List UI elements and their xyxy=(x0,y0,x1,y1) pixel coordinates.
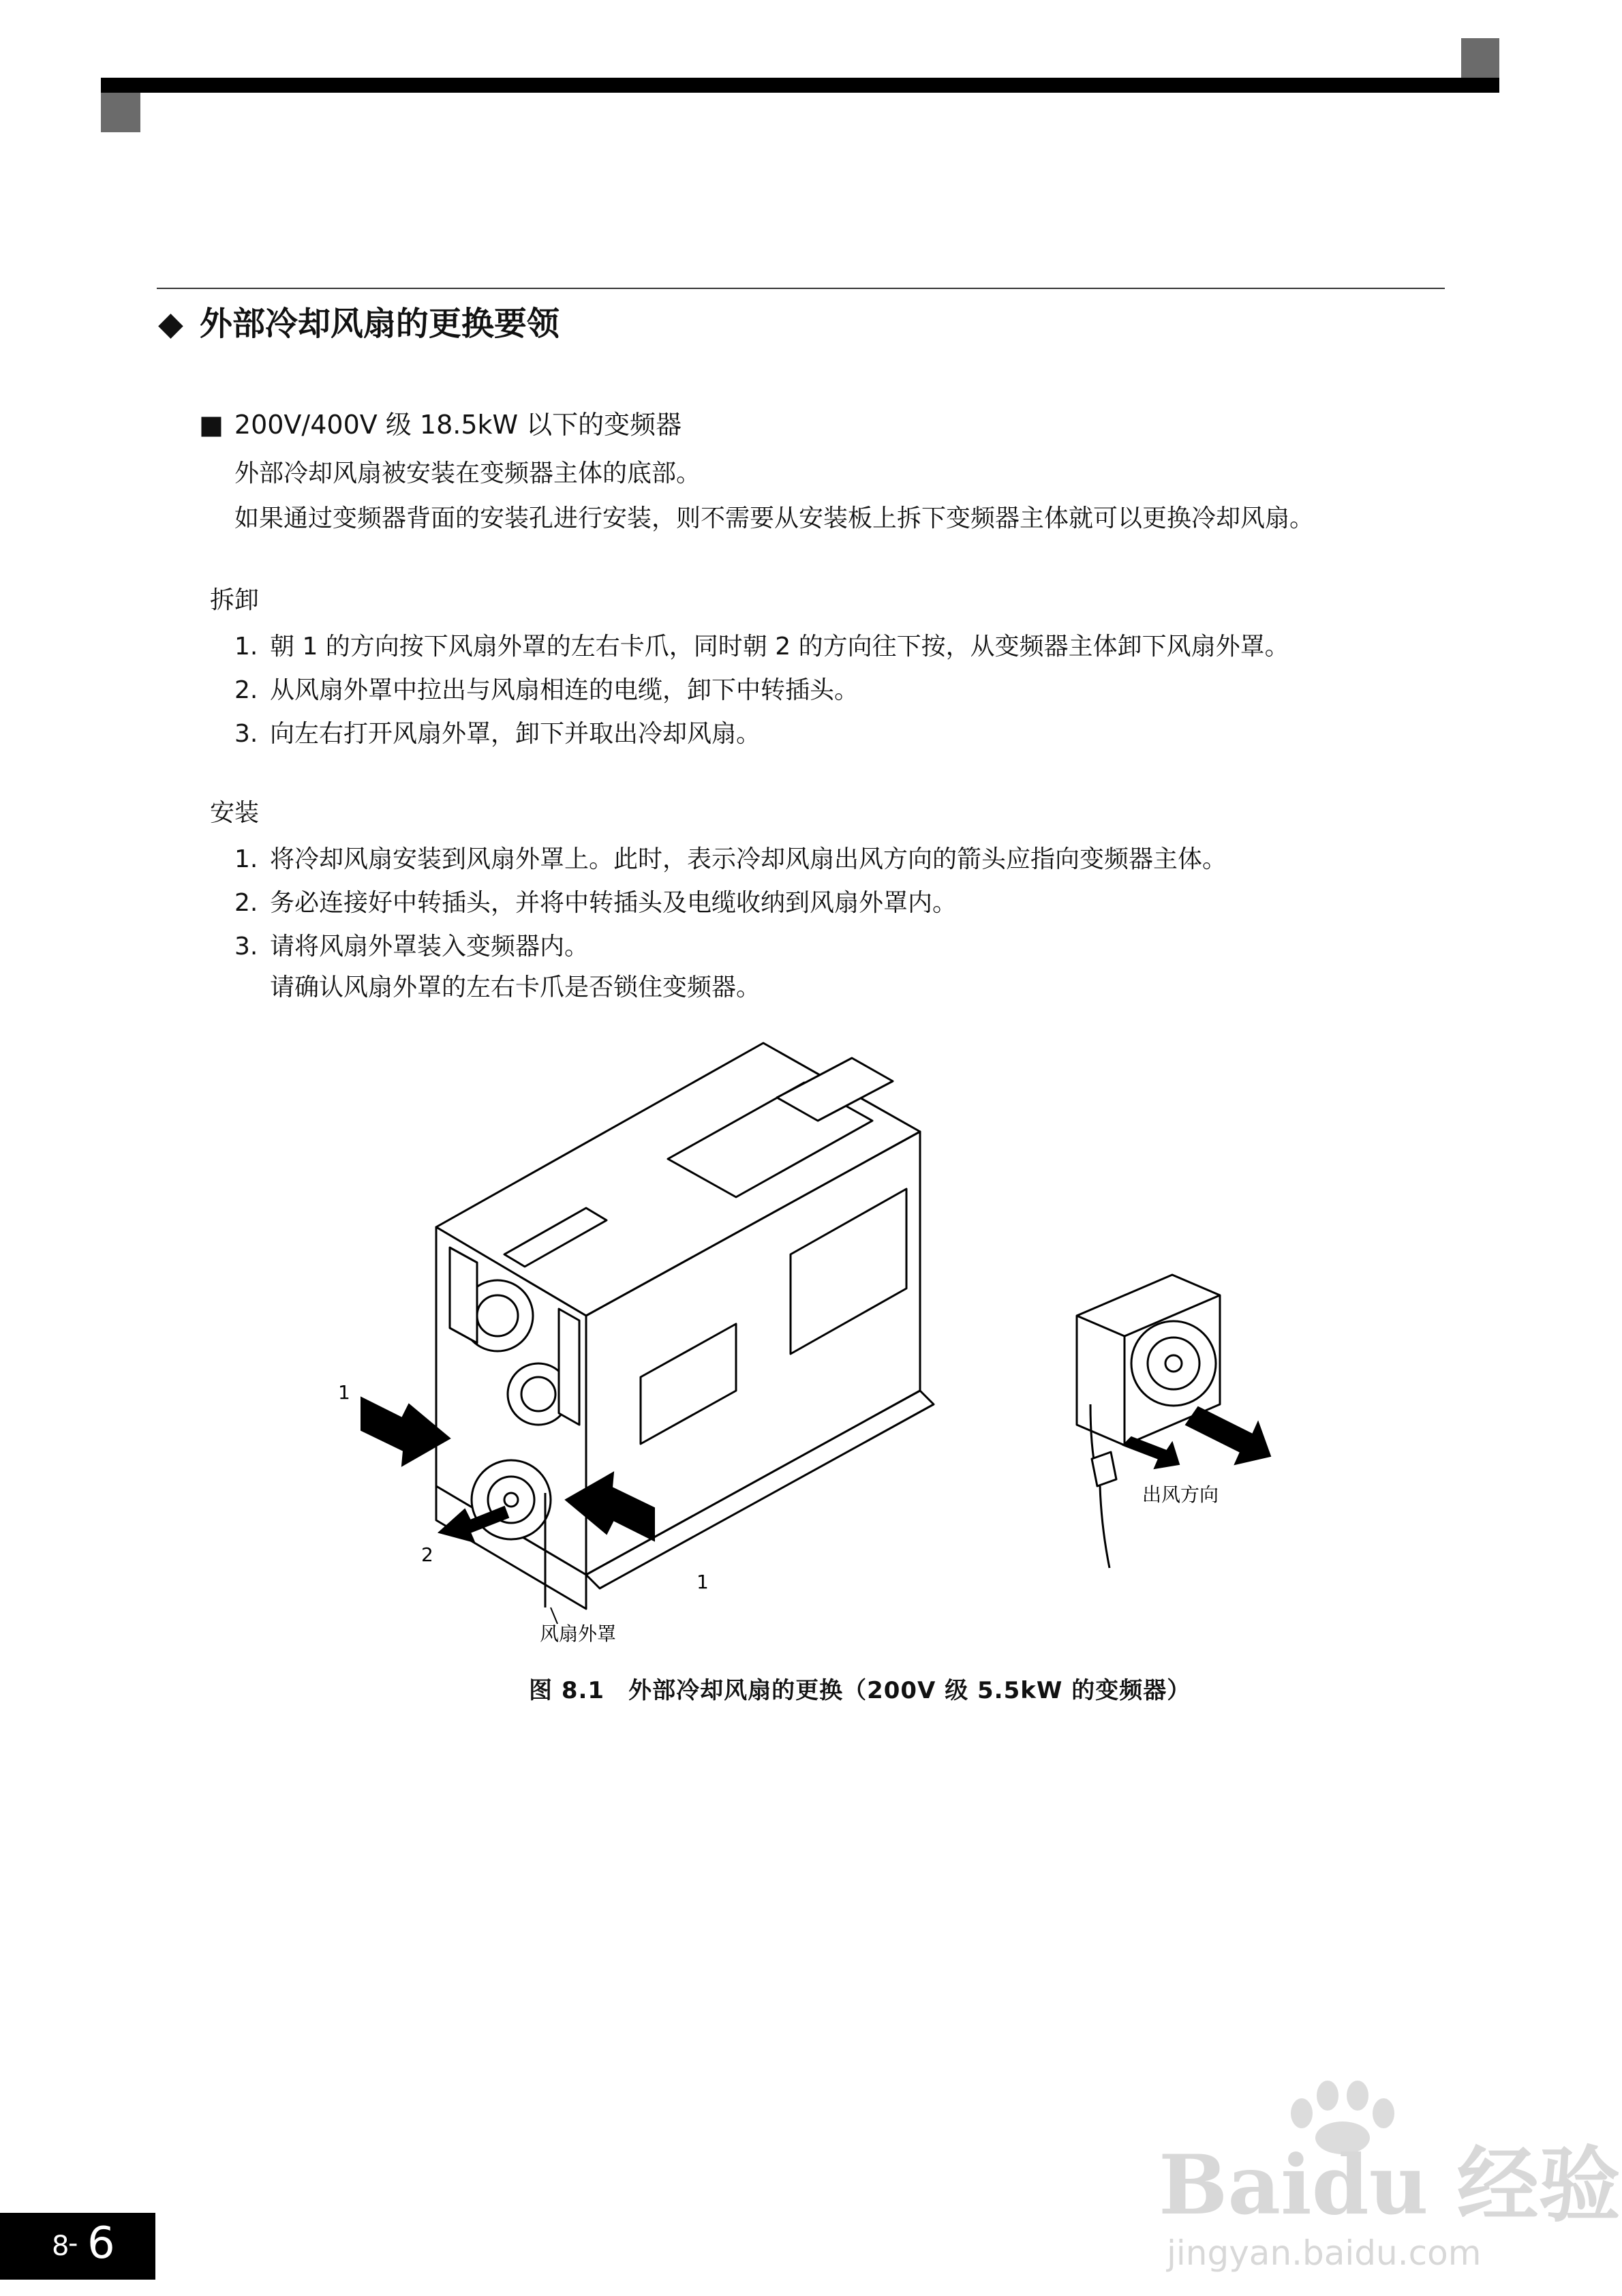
figure-illustration xyxy=(0,1023,1622,1657)
fan-replacement-figure xyxy=(0,1023,1622,1657)
watermark xyxy=(1159,2072,1621,2284)
step-text: 向左右打开风扇外罩，卸下并取出冷却风扇。 xyxy=(270,720,761,748)
step-number: 1. xyxy=(234,845,258,873)
intro-paragraph-2: 如果通过变频器背面的安装孔进行安装，则不需要从安装板上拆下变频器主体就可以更换冷却风扇。 xyxy=(234,504,1315,532)
section-divider xyxy=(157,288,1445,289)
arrow-1-right-label: 1 xyxy=(697,1571,709,1593)
installation-step-note: 请确认风扇外罩的左右卡爪是否锁住变频器。 xyxy=(270,973,761,1001)
step-number: 2. xyxy=(234,676,258,704)
installation-step xyxy=(234,840,1227,875)
installation-step xyxy=(234,883,957,918)
section-title: 外部冷却风扇的更换要领 xyxy=(199,305,560,343)
arrow-1-left-label: 1 xyxy=(338,1381,350,1404)
header-rule xyxy=(101,78,1499,93)
removal-step xyxy=(234,627,1289,662)
page-number-tab xyxy=(0,2213,155,2280)
arrow-2-label: 2 xyxy=(421,1543,433,1566)
step-text: 务必连接好中转插头，并将中转插头及电缆收纳到风扇外罩内。 xyxy=(270,889,958,917)
inverter-illustration xyxy=(436,1043,934,1609)
page-separator: - xyxy=(68,2228,78,2259)
step-text: 请将风扇外罩装入变频器内。 xyxy=(270,933,590,961)
installation-step xyxy=(234,927,589,962)
step-text: 将冷却风扇安装到风扇外罩上。此时，表示冷却风扇出风方向的箭头应指向变频器主体。 xyxy=(270,845,1227,873)
fan-cover-leader-line xyxy=(551,1607,557,1624)
page-number: 6 xyxy=(87,2218,115,2269)
step-number: 3. xyxy=(234,933,258,961)
removal-step xyxy=(234,671,859,706)
intro-paragraph-1: 外部冷却风扇被安装在变频器主体的底部。 xyxy=(234,459,701,487)
watermark-url: jingyan.baidu.com xyxy=(1167,2233,1482,2273)
step-number: 2. xyxy=(234,889,258,917)
step-number: 1. xyxy=(234,633,258,661)
diamond-bullet-icon: ◆ xyxy=(158,305,183,343)
subsection-heading xyxy=(199,404,682,441)
header-corner-block xyxy=(1461,38,1499,80)
step-number: 3. xyxy=(234,720,258,748)
installation-heading: 安装 xyxy=(210,799,260,827)
subsection-title: 200V/400V 级 18.5kW 以下的变频器 xyxy=(234,410,682,440)
removal-heading: 拆卸 xyxy=(210,586,260,614)
removal-step xyxy=(234,714,761,749)
header-left-block xyxy=(101,93,140,132)
step-text: 朝 1 的方向按下风扇外罩的左右卡爪，同时朝 2 的方向往下按，从变频器主体卸下风扇外罩。 xyxy=(270,633,1289,661)
figure-caption: 图 8.1 外部冷却风扇的更换（200V 级 5.5kW 的变频器） xyxy=(529,1677,1191,1704)
section-heading xyxy=(158,297,560,344)
chapter-number: 8 xyxy=(52,2231,70,2262)
step-text: 从风扇外罩中拉出与风扇相连的电缆，卸下中转插头。 xyxy=(270,676,859,704)
watermark-brand: Baidu 经验 xyxy=(1159,2137,1621,2233)
fan-cover-label: 风扇外罩 xyxy=(540,1622,617,1645)
airflow-arrow-small-icon xyxy=(1123,1437,1179,1468)
airflow-arrow-large-icon xyxy=(1186,1407,1270,1464)
square-bullet-icon: ■ xyxy=(199,410,224,440)
airflow-label: 出风方向 xyxy=(1142,1483,1219,1506)
